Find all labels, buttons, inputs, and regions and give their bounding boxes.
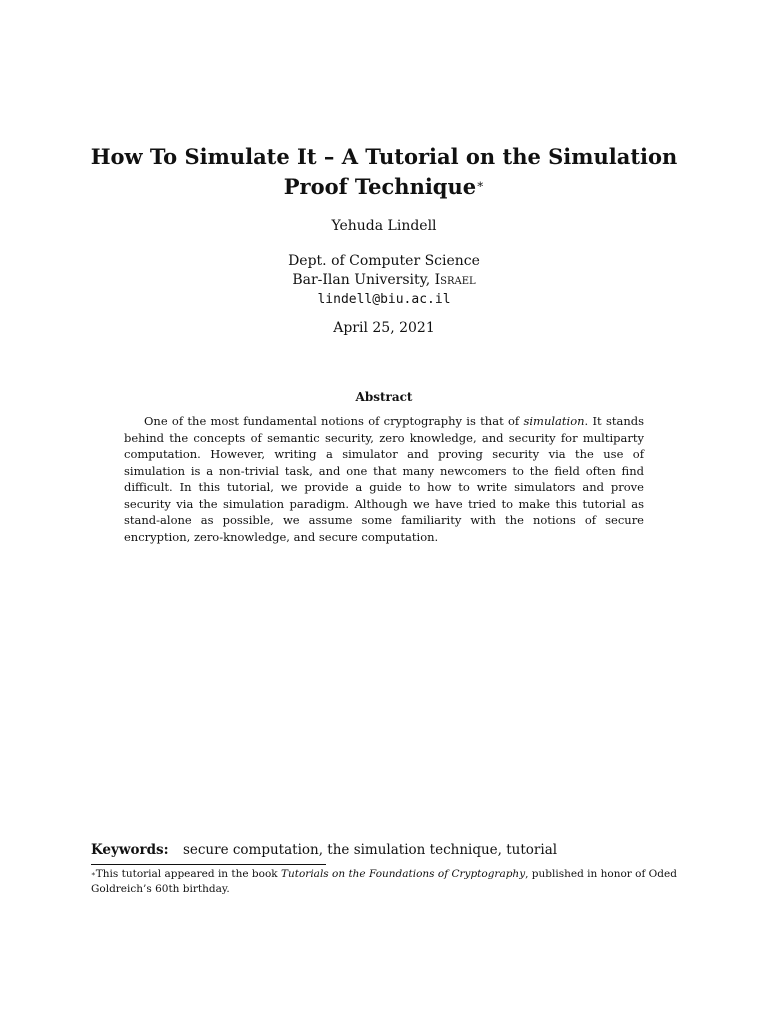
title-line-2 [60, 172, 708, 202]
abstract-body [124, 413, 644, 545]
university-name: Bar-Ilan University, [292, 272, 435, 288]
author-email: lindell@biu.ac.il [317, 292, 451, 307]
footnote [91, 867, 681, 897]
abstract-text-1: One of the most fundamental notions of cryptography is that of [144, 414, 524, 428]
abstract-emphasis: simulation [523, 414, 585, 428]
footnote-book-title: Tutorials on the Foundations of Cryptography [281, 868, 526, 880]
university [84, 271, 684, 290]
footnote-text-1: This tutorial appeared in the book [95, 868, 281, 880]
footnote-rule [91, 864, 326, 865]
footnote-marker: ∗ [91, 870, 96, 878]
abstract-heading: Abstract [355, 390, 413, 404]
paper-title [60, 142, 708, 202]
country: Israel [434, 272, 476, 288]
title-line-2-text: Proof Technique [283, 174, 477, 199]
paper-date: April 25, 2021 [333, 320, 435, 336]
keywords-label: Keywords: [91, 842, 169, 858]
author-name: Yehuda Lindell [331, 218, 437, 234]
title-footnote-marker: ∗ [476, 177, 485, 191]
department: Dept. of Computer Science [288, 253, 480, 269]
keywords-text: secure computation, the simulation technique, tutorial [182, 842, 558, 858]
author-affiliation [84, 252, 684, 309]
footnote-text-2: , published in honor of Oded Goldreich’s 60th birthday. [91, 868, 677, 895]
keywords [91, 842, 691, 858]
title-line-1: How To Simulate It – A Tutorial on the Simulation [90, 144, 678, 169]
abstract-text-2: . It stands behind the concepts of semantic security, zero knowledge, and security for multiparty computation. However, writing a simulator and proving security via the use of simulation is a non-trivial task, and one that many newcomers to the field often find difficult. In this tutorial, we provide a guide to how to write simulators and prove security via the simulation paradigm. Although we have tried to make this tutorial as stand-alone as possible, we assume some familiarity with the notions of secure encryption, zero-knowledge, and secure computation. [124, 414, 644, 544]
